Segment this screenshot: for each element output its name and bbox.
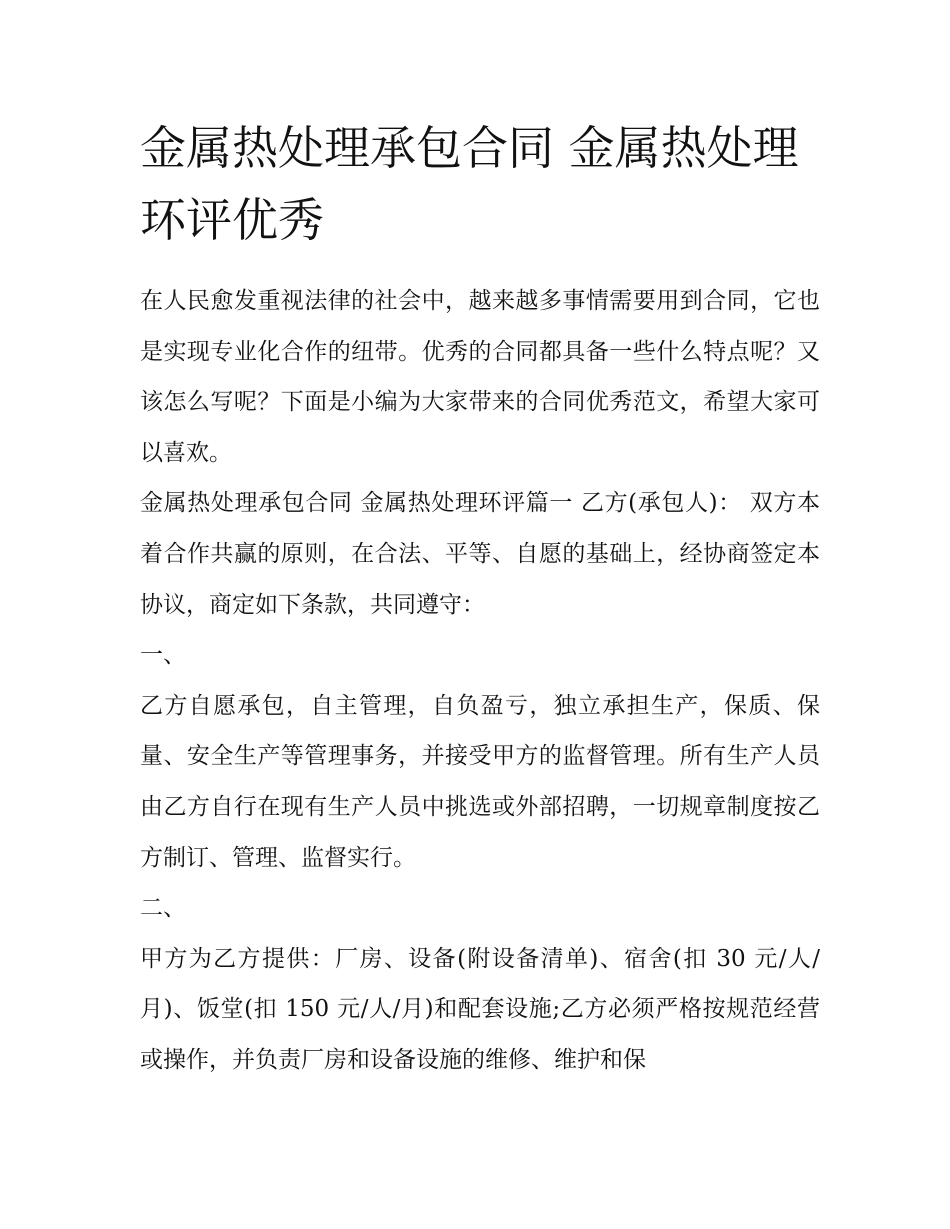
document-body [140, 276, 820, 1086]
intro-paragraph: 在人民愈发重视法律的社会中，越来越多事情需要用到合同，它也是实现专业化合作的纽带。优秀的合同都具备一些什么特点呢？又该怎么写呢？下面是小编为大家带来的合同优秀范文，希望大家可以喜欢。 [140, 288, 820, 466]
section-2-paragraph: 甲方为乙方提供：厂房、设备(附设备清单)、宿舍(扣 30 元/人/月)、饭堂(扣 150 元/人/月)和配套设施;乙方必须严格按规范经营或操作，并负责厂房和设备设施的维修、维护和保 [140, 945, 820, 1073]
section-heading-2: 二、 [140, 895, 186, 922]
section-heading-1: 一、 [140, 642, 186, 669]
contract-opening-paragraph: 金属热处理承包合同 金属热处理环评篇一 乙方(承包人)： 双方本着合作共赢的原则，在合法、平等、自愿的基础上，经协商签定本协议，商定如下条款，共同遵守： [140, 490, 820, 618]
document-title: 金属热处理承包合同 金属热处理环评优秀 [140, 121, 799, 247]
section-1-paragraph: 乙方自愿承包，自主管理，自负盈亏，独立承担生产，保质、保量、安全生产等管理事务，并接受甲方的监督管理。所有生产人员由乙方自行在现有生产人员中挑选或外部招聘，一切规章制度按乙方制订、管理、监督实行。 [140, 692, 820, 871]
